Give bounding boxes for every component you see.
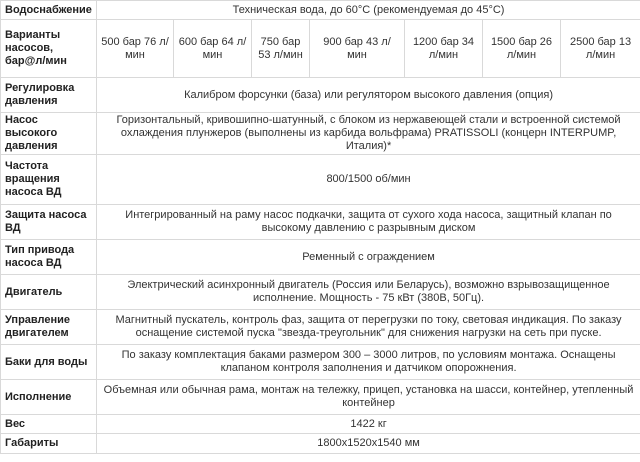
row-label-pump-protection: Защита насоса ВД — [1, 205, 97, 240]
row-value-motor: Электрический асинхронный двигатель (Россия или Беларусь), возможно взрывозащищенное исполнение. Мощность - 75 кВт (380В, 50Гц). — [97, 275, 640, 310]
row-value-dimensions: 1800x1520x1540 мм — [97, 434, 640, 454]
row-label-dimensions: Габариты — [1, 434, 97, 454]
row-label-pump-variants: Варианты насосов, бар@л/мин — [1, 20, 97, 78]
row-label-motor: Двигатель — [1, 275, 97, 310]
row-label-weight: Вес — [1, 415, 97, 434]
pump-variant-1500: 1500 бар 26 л/мин — [483, 20, 561, 78]
table-row — [1, 20, 640, 78]
pump-variant-750: 750 бар 53 л/мин — [252, 20, 310, 78]
row-label-water-tanks: Баки для воды — [1, 345, 97, 380]
row-label-rotation-frequency: Частота вращения насоса ВД — [1, 155, 97, 205]
table-row — [1, 380, 640, 415]
table-row — [1, 345, 640, 380]
row-value-drive-type: Ременный с ограждением — [97, 240, 640, 275]
table-row — [1, 310, 640, 345]
pump-variant-900: 900 бар 43 л/мин — [310, 20, 405, 78]
row-value-pressure-regulation: Калибром форсунки (база) или регулятором высокого давления (опция) — [97, 78, 640, 113]
row-value-water-supply: Техническая вода, до 60°С (рекомендуемая до 45°С) — [97, 1, 640, 20]
row-value-weight: 1422 кг — [97, 415, 640, 434]
pump-variant-1200: 1200 бар 34 л/мин — [405, 20, 483, 78]
table-row — [1, 155, 640, 205]
row-label-drive-type: Тип привода насоса ВД — [1, 240, 97, 275]
row-label-execution: Исполнение — [1, 380, 97, 415]
table-row — [1, 1, 640, 20]
table-row — [1, 434, 640, 454]
row-value-rotation-frequency: 800/1500 об/мин — [97, 155, 640, 205]
row-value-execution: Объемная или обычная рама, монтаж на тележку, прицеп, установка на шасси, контейнер, утепленный контейнер — [97, 380, 640, 415]
table-row — [1, 240, 640, 275]
table-row — [1, 78, 640, 113]
table-row — [1, 205, 640, 240]
row-label-high-pressure-pump: Насос высокого давления — [1, 113, 97, 155]
row-value-water-tanks: По заказу комплектация баками размером 300 – 3000 литров, по условиям монтажа. Оснащены клапаном контроля заполнения и датчиком опорожнения. — [97, 345, 640, 380]
table-row — [1, 275, 640, 310]
pump-variant-500: 500 бар 76 л/мин — [97, 20, 174, 78]
row-label-pressure-regulation: Регулировка давления — [1, 78, 97, 113]
table-row — [1, 113, 640, 155]
table-row — [1, 415, 640, 434]
row-label-water-supply: Водоснабжение — [1, 1, 97, 20]
pump-variant-600: 600 бар 64 л/мин — [174, 20, 252, 78]
row-label-motor-control: Управление двигателем — [1, 310, 97, 345]
row-value-pump-protection: Интегрированный на раму насос подкачки, защита от сухого хода насоса, защитный клапан по высокому давлению с разрывным диском — [97, 205, 640, 240]
pump-variant-2500: 2500 бар 13 л/мин — [561, 20, 640, 78]
row-value-motor-control: Магнитный пускатель, контроль фаз, защита от перегрузки по току, световая индикация. По заказу оснащение системой пуска "звезда-треугольник" для снижения нагрузки на сеть при пуске. — [97, 310, 640, 345]
row-value-high-pressure-pump: Горизонтальный, кривошипно-шатунный, с блоком из нержавеющей стали и встроенной системой охлаждения плунжеров (выполнены из карбида вольфрама) PRATISSOLI (концерн INTERPUMP, Италия)* — [97, 113, 640, 155]
